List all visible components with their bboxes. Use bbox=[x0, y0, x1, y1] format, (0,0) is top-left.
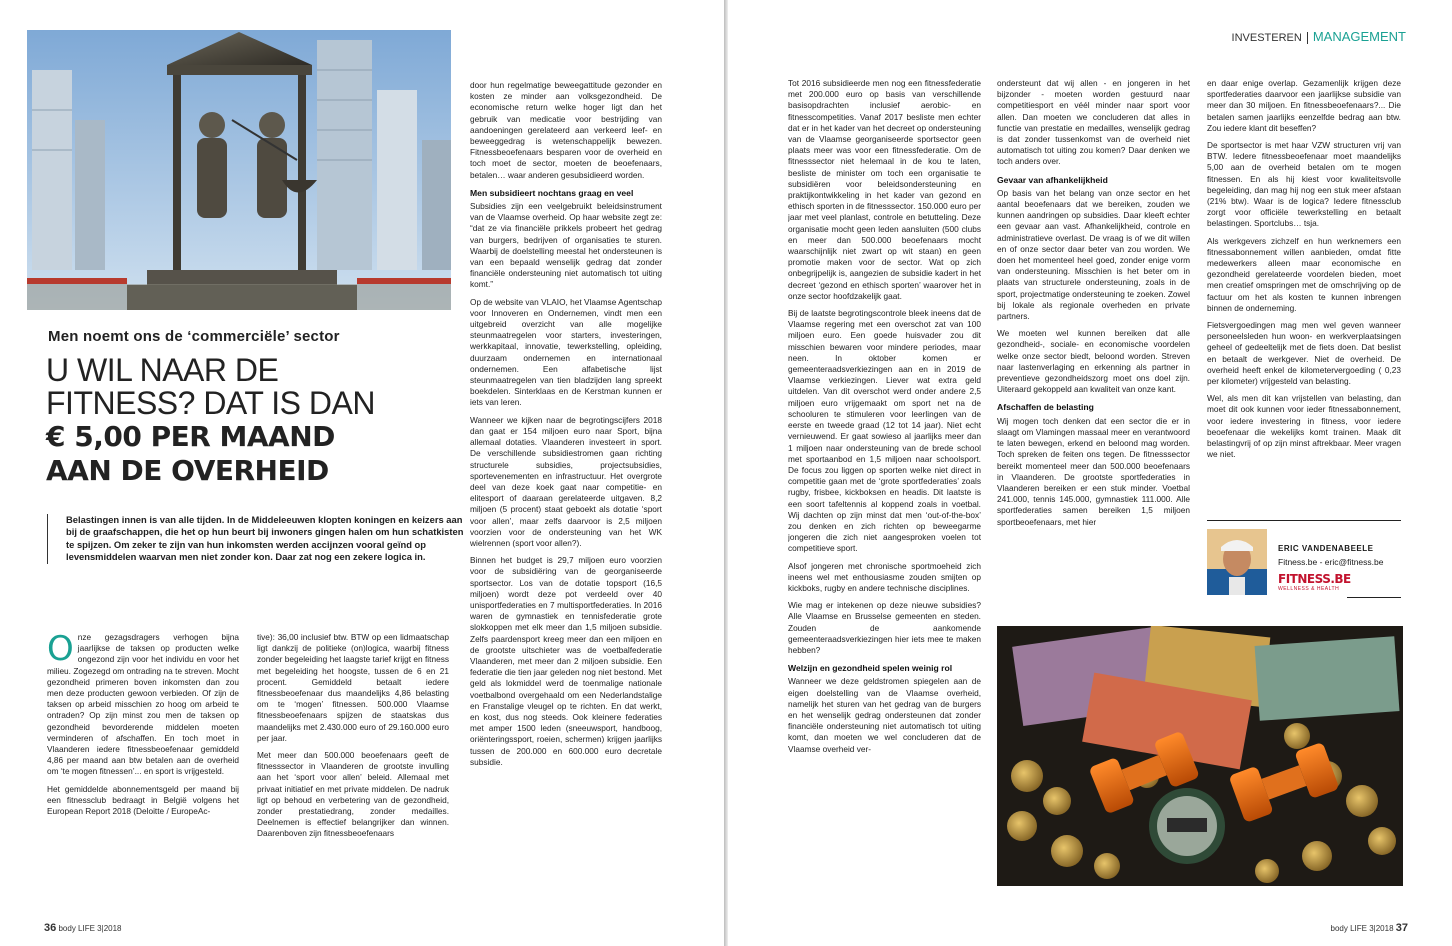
magazine-issue: body LIFE 3|2018 bbox=[58, 924, 122, 933]
paragraph: Bij de laatste begrotingscontrole bleek ineens dat de Vlaamse regering met een overschot zat van 100 miljoen euro. Een goede huisvader zou dit misschien bewaren voor mindere periodes, maar neen. In oktober komen er gemeenteraadsverkiezingen aan en in 2019 de Vlaamse verkiezingen. Liever wat extra geld uitdelen. Van dit overschot werd onder andere 2,5 miljoen euro vrijgemaakt om sport net na de schooluren te stimuleren voor leerlingen van de eerste en tweede graad (12 tot 14 jaar). Niet echt vernieuwend. Er gaat sowieso al jaarlijks meer dan 1 miljoen naar ondersteuning van de brede school met sportaanbod en 1,5 miljoen naar schoolsport. De focus zou liggen op sporten welke niet direct in competitie gaan met de ‘grote sportfederaties’ zoals rugby, frisbee, kickboksen en headis. Dit laatste is een soort tafeltennis al koppend zoals in voetbal. Wij dachten op zijn minst dat men ‘out-of-the-box’ zou denken en zich richten op beweegarme jongeren die zich niet aangesproken voelen tot competitieve sport. bbox=[788, 308, 981, 554]
right-folio bbox=[1331, 922, 1409, 934]
paragraph: Wij mogen toch denken dat een sector die er in slaagt om Vlamingen massaal meer en verantwoord te laten bewegen, erkend en beloond mag worden. Toch spreken de feiten ons tegen. De fitnesssector bereikt momenteel meer dan 500.000 beoefenaars in Vlaanderen. De grootste sportfederaties in Vlaanderen bereiken er een stuk minder. Voetbal 241.000, tennis 145.000, gymnastiek 111.000. Alle sportfederaties samen bereiken 1,5 miljoen sportbeoefenaars, met hier bbox=[997, 415, 1190, 527]
headline-line-4: AAN DE OVERHEID bbox=[46, 454, 329, 487]
logo-tagline: WELLNESS & HEALTH bbox=[1278, 586, 1340, 592]
drop-cap: O bbox=[47, 632, 74, 669]
article-kicker: Men noemt ons de ‘commerciële’ sector bbox=[48, 328, 340, 345]
paragraph: door hun regelmatige beweegattitude gezonder en kosten ze minder aan volksgezondheid. De economische return welke hoger ligt dan het gebruik van medicatie voor bestrijding van aandoeningen gerelateerd aan verkeerd leef- en beweeggedrag is wetenschappelijk bewezen. Fitnessbeoefenaars besparen voor de overheid en toch moet de sector, moeten de beoefenaars, betalen… waar anderen gesubsidieerd worden. bbox=[470, 80, 662, 180]
headline-line-3: € 5,00 PER MAAND bbox=[46, 420, 335, 453]
left-column-3 bbox=[470, 80, 662, 872]
section-tag bbox=[1232, 29, 1406, 44]
paragraph: Als werkgevers zichzelf en hun werknemers een fitnessabonnement willen aanbieden, omdat fitte medewerkers alleen maar economische en gezondheid gerelateerde voordelen bieden, moet men creatief omspringen met de omschrijving op de factuur om het als kosten te kunnen inbrengen binnen de onderneming. bbox=[1207, 235, 1401, 313]
paragraph: Binnen het budget is 29,7 miljoen euro voorzien voor de subsidiëring van de georganiseerde sportsector. Los van de dotatie topsport (16,5 miljoen) wordt deze pot verdeeld over 40 unisportfederaties en 7 multisportfederaties. In 2016 waren de gymnastiek en tennisfederatie grote slokkoppen met elk meer dan 1,5 miljoen subsidie. Zelfs paardensport kreeg meer dan een miljoen en de grootste uitschieter was de voetbalfederatie Vlaanderen, met meer dan 2 miljoen subsidie. Een federatie die tien jaar geleden nog niet bestond. Met geld als lokmiddel werd de toenmalige nationale voetbalbond overgehaald om een Nederlandstalige en Franstalige vleugel op te richten. En dat werkt, en kost, dus nog steeds. Ook kleinere federaties met amper 1500 leden (sneeuwsport, handboog, oriënteringssport, roeien, schermen) krijgen jaarlijks tussen de 200.000 en 600.000 euro decretale subsidie. bbox=[470, 555, 662, 767]
fitness-be-logo: FITNESS.BE bbox=[1278, 572, 1351, 586]
statue-photo bbox=[27, 30, 451, 310]
dumbbells-on-money-image bbox=[997, 626, 1403, 886]
paragraph: nze gezagsdragers verhogen bijna jaarlijkse de taksen op producten welke ongezond zijn voor het individu en voor het milieu. Zogezegd om ontrading na te streven. Mocht gezondheid primeren boven inkomsten dan zou men deze producten gewoon verbieden. Of zijn de taksen op arbeid misschien zo hoog om arbeid te ontraden? Op zijn minst zou men de taksen op gezondheid bevorderende middelen moeten verminderen of afschaffen. En toch moet in Vlaanderen iedere fitnessbeoefenaar gemiddeld 4,86 per maand aan btw betalen aan de overheid om ‘te mogen fitnessen’... en sport is vrijgesteld. bbox=[47, 632, 239, 777]
left-column-1 bbox=[47, 632, 239, 872]
author-name: ERIC VANDENABEELE bbox=[1278, 544, 1374, 553]
headline-line-1: U WIL NAAR DE bbox=[46, 352, 279, 388]
magazine-issue: body LIFE 3|2018 bbox=[1330, 924, 1394, 933]
paragraph: Het gemiddelde abonnementsgeld per maand bij een fitnessclub bedraagt in België volgens het European Report 2018 (Deloitte / EuropeAc- bbox=[47, 783, 239, 817]
right-column-1 bbox=[788, 78, 981, 878]
page-number: 37 bbox=[1395, 922, 1408, 934]
paragraph: Met meer dan 500.000 beoefenaars geeft de fitnesssector in Vlaanderen de grootste invulling aan het ‘sport voor allen’ beleid. Allemaal met privaat initiatief en met private middelen. De nadruk ligt op behoud en verbetering van de gezondheid, zonder prestatiedrang, zonder medailles. Deelnemen is effectief belangrijker dan winnen. Daarenboven zijn fitnessbeoefenaars bbox=[257, 750, 449, 839]
paragraph: Op de website van VLAIO, het Vlaamse Agentschap voor Innoveren en Ondernemen, vindt men een uitgebreid overzicht van alle mogelijke steunmaatregelen voor starters, investeringen, werkkapitaal, innovatie, tewerkstelling, opleiding, duurzaam ondernemen en internationaal ondernemen. Een alfabetische lijst steunmaatregelen van tien bladzijden lang spreekt boekdelen. Sinterklaas en de Kerstman kunnen er iets van leren. bbox=[470, 296, 662, 408]
left-folio bbox=[44, 922, 122, 934]
section-tag-management: MANAGEMENT bbox=[1312, 29, 1406, 44]
author-contact: Fitness.be - eric@fitness.be bbox=[1278, 557, 1384, 567]
paragraph: We moeten wel kunnen bereiken dat alle gezondheid-, sociale- en economische voordelen welke onze sector biedt, beloond worden. Streven naar lastenverlaging en erkenning als partner in preventieve gezondheidszorg moet ons doel zijn. Uiteraard gekoppeld aan kwaliteit van onze kant. bbox=[997, 328, 1190, 395]
section-tag-investeren: INVESTEREN bbox=[1231, 32, 1302, 44]
subheading: Welzijn en gezondheid spelen weinig rol bbox=[788, 663, 953, 674]
right-page bbox=[728, 0, 1452, 946]
paragraph: Fietsvergoedingen mag men wel geven wanneer personeelsleden hun woon- en werkverplaatsingen geheel of gedeeltelijk met de fiets doen. Dat beslist en betaalt de werkgever. Niet de overheid. De overheid heeft enkel de kilometervergoeding ( 0,23 per kilometer) vrijgesteld van belasting. bbox=[1207, 320, 1401, 387]
author-photo bbox=[1207, 529, 1267, 595]
left-column-2 bbox=[257, 632, 449, 872]
paragraph: Subsidies zijn een veelgebruikt beleidsinstrument van de Vlaamse overheid. Op haar website zegt ze: “dat ze via financiële prikkels probeert het gedrag van burgers, bedrijven of organisaties te sturen. Waarbij de doelstelling meestal het ondersteunen is van een bepaald wenselijk gedrag dat zonder financiële ondersteuning niet automatisch tot uiting komt.” bbox=[470, 201, 662, 290]
paragraph: tive): 36,00 inclusief btw. BTW op een lidmaatschap ligt dankzij de politieke (on)logica, waarbij fitness zonder begeleiding het laagste tarief krijgt en fitness met begeleiding het hoogste, tussen de 6 en 21 procent. Gemiddeld betaalt iedere fitnessbeoefenaar dus maandelijks 4,86 belasting om te ‘mogen’ fitnessen. 500.000 Vlaamse fitnessbeoefenaars spijzen de staatskas dus maandelijks met 2.430.000 euro of 29.160.000 euro per jaar. bbox=[257, 632, 449, 743]
paragraph: Wanneer we kijken naar de begrotingscijfers 2018 dan gaat er 154 miljoen euro naar Sport, bijna allemaal dotaties. Vlaanderen investeert in sport. De verschillende subsidiestromen gaan richting structurele subsidies, projectsubsidies, sportevenementen en infrastructuur. Het overgrote deel van deze koek gaat naar competitie- en elitesport of daaraan gerelateerde uitgaven. 8,2 miljoen (5 procent) staat geboekt als dotatie ‘sport voor allen’, maar zelfs daarvoor is 2,5 miljoen voorzien voor de ondersteuning van het WK wielrennen (sport voor allen?). bbox=[470, 414, 662, 548]
page-number: 36 bbox=[44, 922, 57, 934]
paragraph: Alsof jongeren met chronische sportmoeheid zich ineens wel met enthousiasme zouden smijten op kickboks, rugby en andere technische disciplines. bbox=[788, 560, 981, 593]
money-dumbbells-photo bbox=[997, 626, 1403, 886]
subheading: Gevaar van afhankelijkheid bbox=[997, 174, 1108, 185]
paragraph: ondersteunt dat wij allen - en jongeren in het bijzonder - moeten worden gestuurd naar competitiesport en véél minder naar sport voor allen. Dan moeten we concluderen dat alles in functie van prestatie en medailles, wenselijk gedrag is dat zonder tussenkomst van de overheid niet automatisch tot uiting zou komen? Daar denken we toch anders over. bbox=[997, 78, 1190, 167]
right-column-2 bbox=[997, 78, 1190, 608]
article-headline bbox=[46, 354, 446, 488]
headline-line-2: FITNESS? DAT IS DAN bbox=[46, 385, 375, 421]
subheading: Men subsidieert nochtans graag en veel bbox=[470, 187, 634, 198]
tax-collector-statue-image bbox=[27, 30, 451, 310]
paragraph: en daar enige overlap. Gezamenlijk krijgen deze sportfederaties daarvoor een jaarlijkse subsidie van meer dan 30 miljoen. En fitnessbeoefenaars?... Die betalen samen jaarlijks eenzelfde bedrag aan btw. Zou iedere klant dit beseffen? bbox=[1207, 78, 1401, 133]
paragraph: Op basis van het belang van onze sector en het aantal beoefenaars dat we bereiken, zouden we kunnen aandringen op subsidies. Daar kleeft echter een gevaar aan vast. Afhankelijkheid, controle en administratieve overlast. De vraag is of we dit willen en of onze sector daar beter van zou worden. We doen het momenteel heel goed, zonder enige vorm van ondersteuning. Misschien is het beter om in plaats van structurele ondersteuning, zoals in de sport, projectmatige ondersteuning te zoeken. Zowel bij lokale als regionale overheden en private partners. bbox=[997, 187, 1190, 322]
paragraph: De sportsector is met haar VZW structuren vrij van BTW. Iedere fitnessbeoefenaar moet maandelijks 5,00 aan de overheid betalen om te mogen fitnessen. En als hij kiest voor kwaliteitsvolle begeleiding, dan mag hij nog een stuk meer afstaan (21% btw). Waar is de logica? Iedere fitnessclub zorgt voor officiële tewerkstelling en betaalt belastingen. Sportclubs… tsja. bbox=[1207, 140, 1401, 229]
subheading: Afschaffen de belasting bbox=[997, 402, 1094, 413]
paragraph: Wel, als men dit kan vrijstellen van belasting, dan moet dit ook kunnen voor ieder fitnessabonnement, voor iedere investering in fitness, voor iedere beoefenaar die wekelijks komt trainen. Maak dit belastingvrij of op zijn minst aftrekbaar. Meer vragen we niet. bbox=[1207, 393, 1401, 460]
paragraph: Wie mag er intekenen op deze nieuwe subsidies? Alle Vlaamse en Brusselse gemeenten en steden. Zouden de aankomende gemeenteraadsverkiezingen hier iets mee te maken hebben? bbox=[788, 600, 981, 655]
paragraph: Wanneer we deze geldstromen spiegelen aan de eigen doelstelling van de Vlaamse overheid, namelijk het sturen van het gedrag van de burgers en het wenselijk gedrag ondersteunen dat zonder financiële ondersteuning niet automatisch tot uiting komt, dan moeten we wel concluderen dat de Vlaamse overheid ver- bbox=[788, 676, 981, 754]
right-column-3 bbox=[1207, 78, 1401, 508]
paragraph: Tot 2016 subsidieerde men nog een fitnessfederatie met 200.000 euro op basis van verschillende basisopdrachten inclusief aerobic- en fitnesscompetities. Vanaf 2017 besliste men echter dat er in het kader van het decreet op ondersteuning van de Vlaamse georganiseerde sportsector geen plaats meer was voor een fitnessfederatie. Om de fitnesssector niet helemaal in de kou te laten, besliste de minister om toch een organisatie te subsidiëren voor beleidsondersteuning en praktijkontwikkeling in het kader van gezond en ethisch sporten in de fitnesssector. 150.000 euro per jaar met veel planlast, controle en betutteling. Deze organisatie mocht geen leden aansluiten (500 clubs en meer dan 500.000 beoefenaars mocht waarschijnlijk niet zwart op wit staan) en geen promotie maken voor de sector. Wat op zich onbegrijpelijk is, aangezien de subsidie kadert in het decreet ‘gezond en ethisch sporten’ waarover het in onze sector hoofdzakelijk gaat. bbox=[788, 78, 981, 301]
article-intro: Belastingen innen is van alle tijden. In de Middeleeuwen klopten koningen en keizers aan bij de graafschappen, die het op hun beurt bij inwoners gingen halen om hun schatkisten te spijzen. Om zeker te zijn van hun inkomsten werden accijnzen vooral geïnd op levensmiddelen waarvan men niet zonder kon. Daar zat nog een zekere logica in. bbox=[47, 514, 464, 564]
left-page bbox=[0, 0, 724, 946]
author-bio bbox=[1207, 520, 1401, 600]
